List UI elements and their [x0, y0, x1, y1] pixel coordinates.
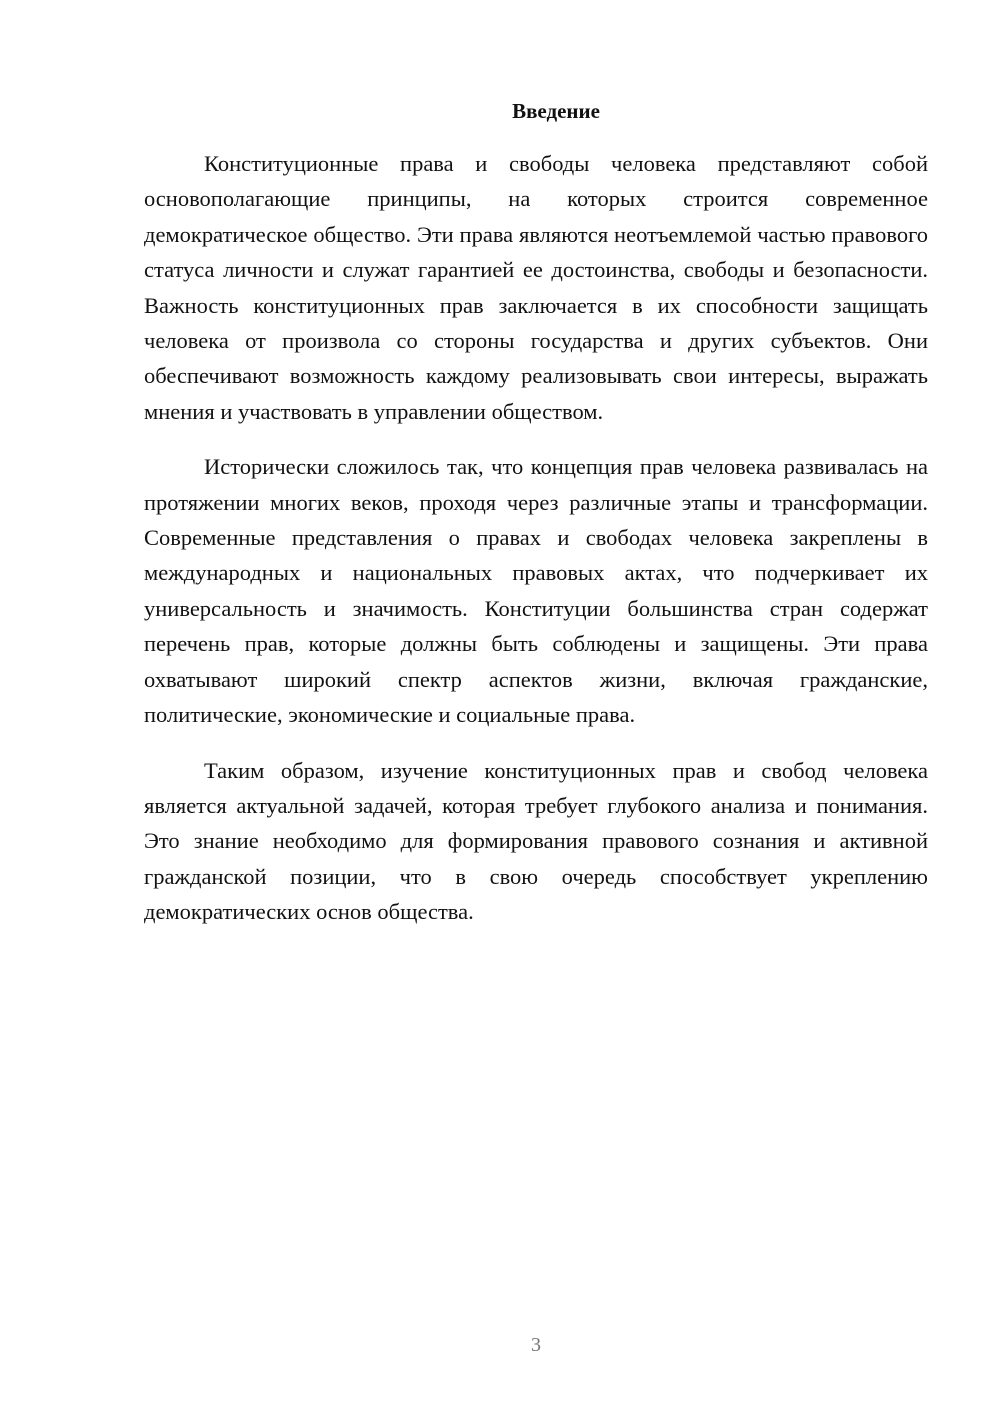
paragraph-1: Конституционные права и свободы человека представляют собой основополагающие принципы, на которых строится современное демократическое общество. Эти права являются неотъемлемой частью правового статуса личности и служат гарантией ее достоинства, свободы и безопасности. Важность конституционных прав заключается в их способности защищать человека от произвола со стороны государства и других субъектов. Они обеспечивают возможность каждому реализовывать свои интересы, выражать мнения и участвовать в управлении обществом. — [144, 151, 928, 424]
page-number: 3 — [531, 1334, 541, 1356]
paragraph-3: Таким образом, изучение конституционных прав и свобод человека является актуальной задачей, которая требует глубокого анализа и понимания. Это знание необходимо для формирования правового сознания и активной гражданской позиции, что в свою очередь способствует укреплению демократических основ общества. — [144, 757, 928, 925]
page-content — [144, 94, 928, 950]
section-title: Введение — [512, 99, 600, 123]
paragraph-2: Исторически сложилось так, что концепция прав человека развивалась на протяжении многих веков, проходя через различные этапы и трансформации. Современные представления о правах и свободах человека закреплены в международных и национальных правовых актах, что подчеркивает их универсальность и значимость. Конституции большинства стран содержат перечень прав, которые должны быть соблюдены и защищены. Эти права охватывают широкий спектр аспектов жизни, включая гражданские, политические, экономические и социальные права. — [144, 454, 928, 728]
